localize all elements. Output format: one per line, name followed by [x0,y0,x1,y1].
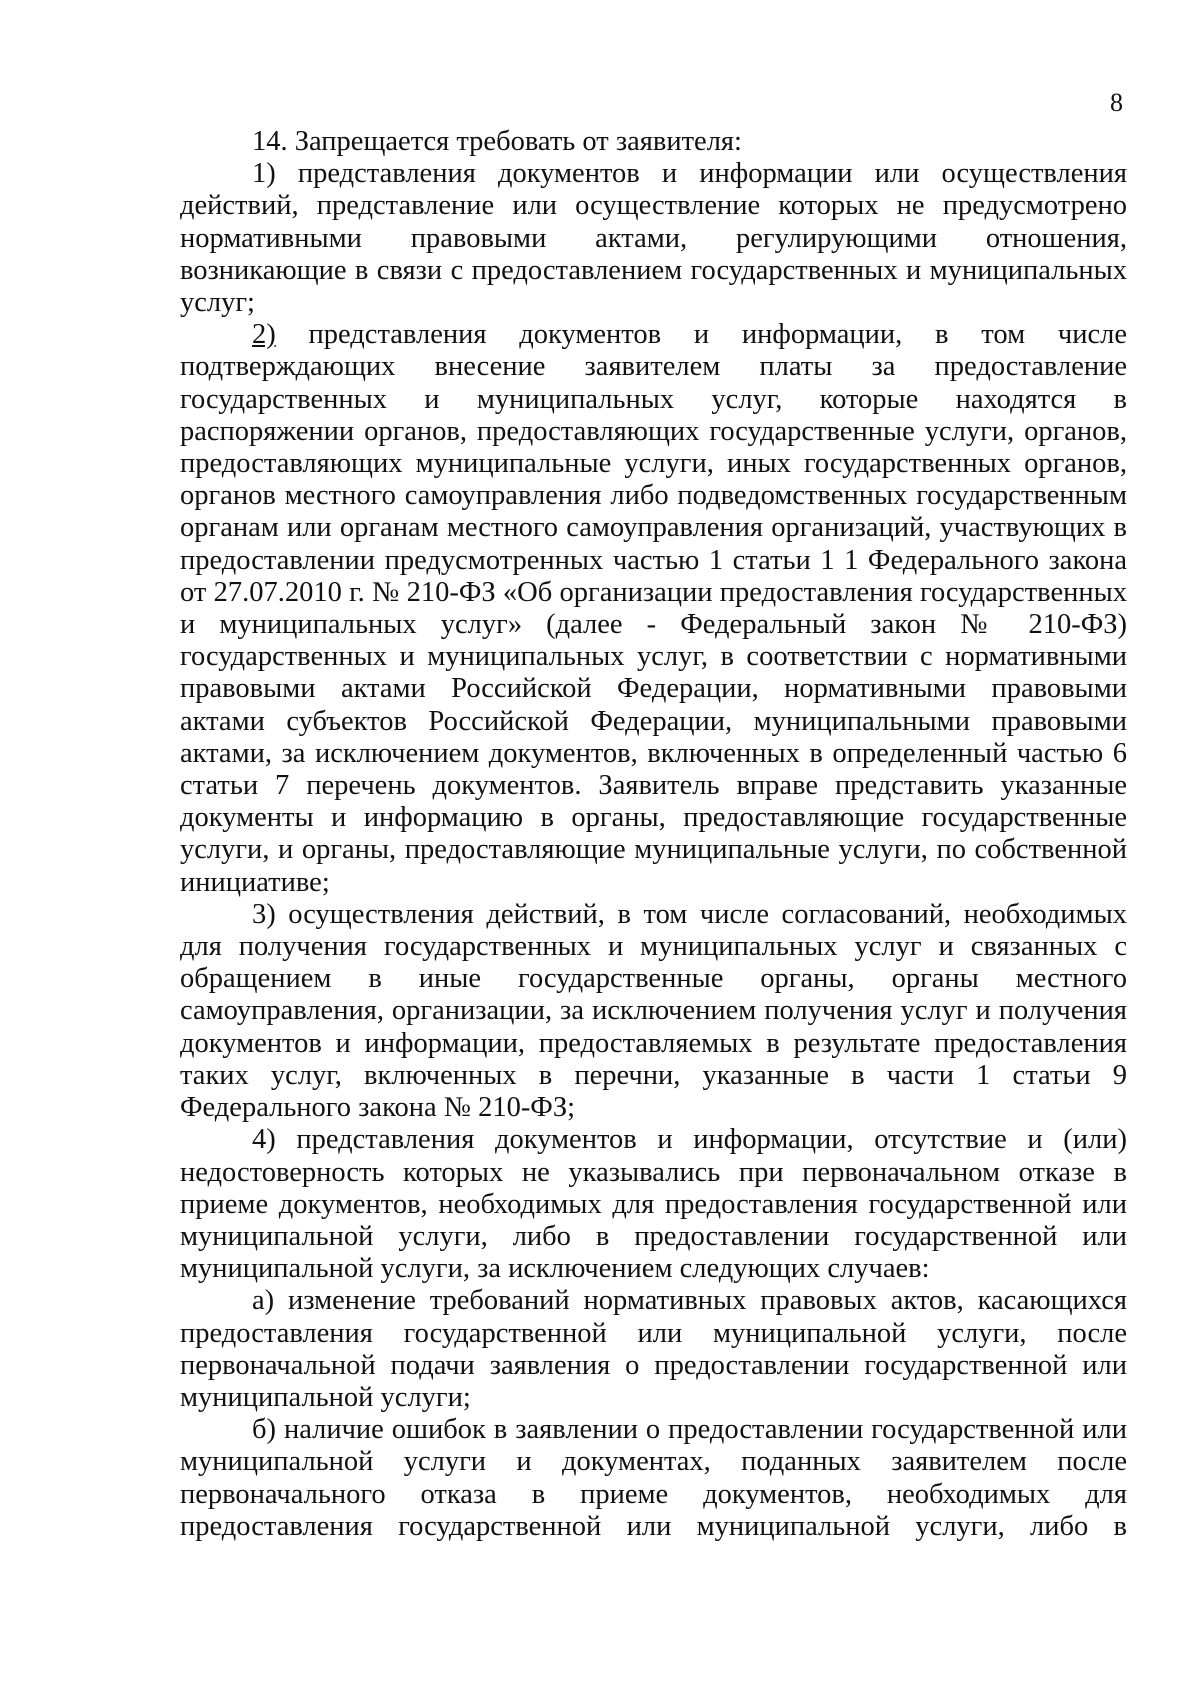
paragraph-item-4: 4) представления документов и информации, отсутствие и (или) недостоверность которых не указывались при первоначальном отказе в приеме документов, необходимых для предоставления государственной или муниципальной услуги, либо в предоставлении государственной или муниципальной услуги, за исключением следующих случаев: [180,1124,1127,1285]
paragraph-14-intro: 14. Запрещается требовать от заявителя: [252,126,742,157]
paragraph-item-3: 3) осуществления действий, в том числе согласований, необходимых для получения государственных и муниципальных услуг и связанных с обращением в иные государственные органы, органы местного самоуправления, организации, за исключением получения услуг и получения документов и информации, предоставляемых в результате предоставления таких услуг, включенных в перечни, указанные в части 1 статьи 9 Федерального закона № 210-ФЗ; [180,898,1127,1124]
paragraph-item-1: 1) представления документов и информации или осуществления действий, представление или осуществление которых не предусмотрено нормативными правовыми актами, регулирующими отношения, возникающие в связи с предоставлением государственных и муниципальных услуг; [180,158,1127,319]
paragraph-item-a: а) изменение требований нормативных правовых актов, касающихся предоставления государственной или муниципальной услуги, после первоначальной подачи заявления о предоставлении государственной или муниципальной услуги; [180,1285,1127,1413]
item-2-text: представления документов и информации, в том числе подтверждающих внесение заявителем платы за предоставление государственных и муниципальных услуг, которые находятся в распоряжении органов, предоставляющих государственные услуги, органов, предоставляющих муниципальные услуги, иных государственных органов, органов местного самоуправления либо подведомственных государственным органам или органам местного самоуправления организаций, участвующих в предоставлении предусмотренных частью 1 статьи 1 1 Федерального закона от 27.07.2010 г. № 210-ФЗ «Об организации предоставления государственных и муниципальных услуг» (далее - Федеральный закон № 210-ФЗ) государственных и муниципальных услуг, в соответствии с нормативными правовыми актами Российской Федерации, нормативными правовыми актами субъектов Российской Федерации, муниципальными правовыми актами, за исключением документов, включенных в определенный частью 6 статьи 7 перечень документов. Заявитель вправе представить указанные документы и информацию в органы, предоставляющие государственные услуги, и органы, предоставляющие муниципальные услуги, по собственной инициативе; [180,319,1127,898]
paragraph-item-b: б) наличие ошибок в заявлении о предоставлении государственной или муниципальной услуги и документах, поданных заявителем после первоначального отказа в приеме документов, необходимых для предоставления государственной или муниципальной услуги, либо в [180,1414,1127,1542]
paragraph-item-2 [180,319,1127,899]
document-body [180,126,1127,1543]
page-number: 8 [1110,88,1123,117]
item-2-marker: 2) [252,319,276,351]
